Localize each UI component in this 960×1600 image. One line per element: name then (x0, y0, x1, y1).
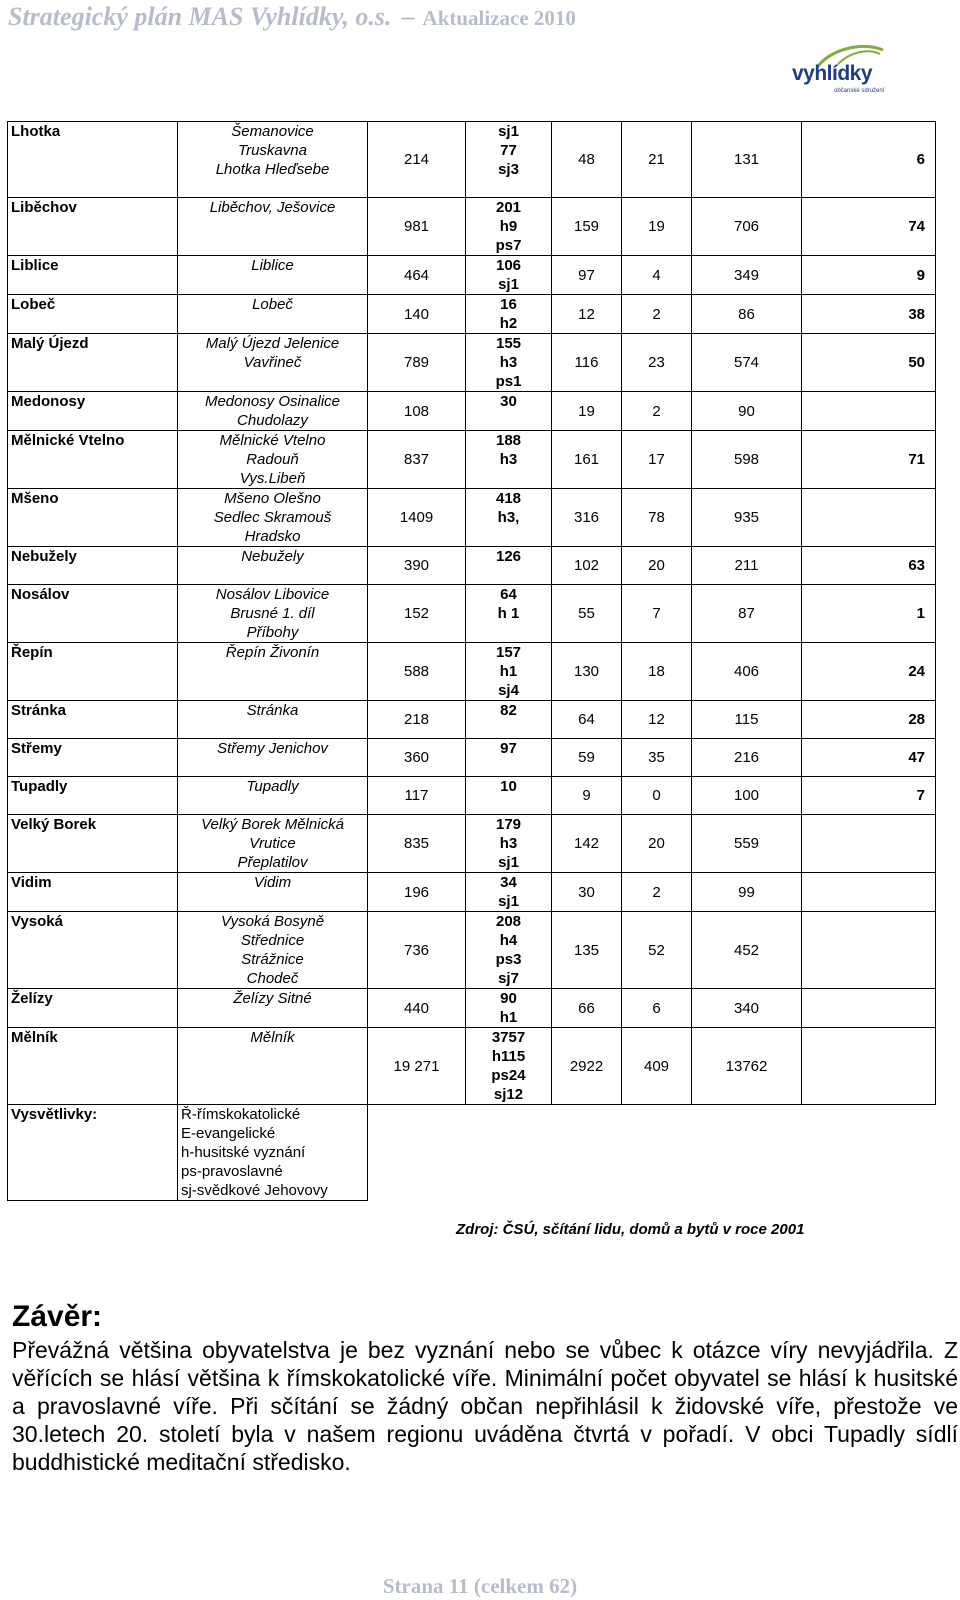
count-cell: 52 (622, 912, 692, 989)
table-row (8, 334, 936, 392)
count-cell: 12 (622, 701, 692, 739)
count-cell: 64 (552, 701, 622, 739)
count-cell: 598 (692, 431, 802, 489)
count-cell: 20 (622, 547, 692, 585)
table-row (8, 777, 936, 815)
document-header (8, 2, 576, 32)
count-cell: 115 (692, 701, 802, 739)
count-cell: 452 (692, 912, 802, 989)
parts-cell: Želízy Sitné (178, 989, 368, 1028)
table-row (8, 873, 936, 912)
population-cell: 19 271 (368, 1028, 466, 1105)
count-cell: 142 (552, 815, 622, 873)
municipality-cell: Řepín (8, 643, 178, 701)
municipality-cell: Stránka (8, 701, 178, 739)
municipality-cell: Želízy (8, 989, 178, 1028)
legend-row (8, 1105, 936, 1201)
count-cell: 6 (802, 122, 936, 198)
count-cell: 135 (552, 912, 622, 989)
count-cell: 23 (622, 334, 692, 392)
municipality-cell: Mělník (8, 1028, 178, 1105)
population-cell: 464 (368, 256, 466, 295)
count-cell: 55 (552, 585, 622, 643)
legend-text: Ř-římskokatolické E-evangelické h-husitské vyznání ps-pravoslavné sj-svědkové Jehovovy (178, 1105, 368, 1201)
count-cell: 131 (692, 122, 802, 198)
count-cell: 559 (692, 815, 802, 873)
count-cell: 99 (692, 873, 802, 912)
count-cell: 13762 (692, 1028, 802, 1105)
population-cell: 140 (368, 295, 466, 334)
parts-cell: Mšeno Olešno Sedlec Skramouš Hradsko (178, 489, 368, 547)
count-cell: 2 (622, 392, 692, 431)
table-row (8, 912, 936, 989)
count-cell (802, 1028, 936, 1105)
count-cell: 2 (622, 873, 692, 912)
count-cell: 50 (802, 334, 936, 392)
municipality-cell: Lhotka (8, 122, 178, 198)
conclusion-text: Převážná většina obyvatelstva je bez vyznání nebo se vůbec k otázce víry nevyjádřila. Z věřících se hlásí většina k římskokatolické víře. Minimální počet obyvatel se hlásí k husitské a pravoslavné víře. Při sčítání se žádný občan nepřihlásil k židovské víře, přestože ve 30.letech 20. století byla v našem regionu uváděna čtvrtá v pořadí. V obci Tupadly sídlí buddhistické meditační středisko. (12, 1337, 958, 1475)
count-cell: 102 (552, 547, 622, 585)
table-row (8, 198, 936, 256)
population-cell: 837 (368, 431, 466, 489)
municipality-cell: Lobeč (8, 295, 178, 334)
count-cell: 9 (552, 777, 622, 815)
religion-table (7, 121, 936, 1201)
count-cell: 71 (802, 431, 936, 489)
legend-label: Vysvětlivky: (8, 1105, 178, 1201)
header-dash: – (401, 2, 415, 31)
population-cell: 214 (368, 122, 466, 198)
population-cell: 789 (368, 334, 466, 392)
religion-code-cell: 16 h2 (466, 295, 552, 334)
religion-code-cell: 155 h3 ps1 (466, 334, 552, 392)
count-cell: 47 (802, 739, 936, 777)
count-cell (802, 989, 936, 1028)
religion-code-cell: 418 h3, (466, 489, 552, 547)
parts-cell: Liběchov, Ješovice (178, 198, 368, 256)
parts-cell: Řepín Živonín (178, 643, 368, 701)
count-cell: 409 (622, 1028, 692, 1105)
table-row (8, 585, 936, 643)
count-cell: 1 (802, 585, 936, 643)
municipality-cell: Malý Újezd (8, 334, 178, 392)
population-cell: 981 (368, 198, 466, 256)
count-cell (802, 489, 936, 547)
table-body (8, 122, 936, 1201)
population-cell: 218 (368, 701, 466, 739)
municipality-cell: Liblice (8, 256, 178, 295)
count-cell: 48 (552, 122, 622, 198)
logo-subtitle: občanské sdružení (834, 88, 885, 94)
page-footer: Strana 11 (celkem 62) (382, 1574, 578, 1598)
count-cell: 12 (552, 295, 622, 334)
count-cell: 97 (552, 256, 622, 295)
table-row (8, 701, 936, 739)
municipality-cell: Nebužely (8, 547, 178, 585)
count-cell: 0 (622, 777, 692, 815)
count-cell: 349 (692, 256, 802, 295)
religion-code-cell: 30 (466, 392, 552, 431)
count-cell: 316 (552, 489, 622, 547)
religion-code-cell: 126 (466, 547, 552, 585)
count-cell: 116 (552, 334, 622, 392)
municipality-cell: Nosálov (8, 585, 178, 643)
parts-cell: Tupadly (178, 777, 368, 815)
table-row (8, 431, 936, 489)
parts-cell: Vidim (178, 873, 368, 912)
population-cell: 835 (368, 815, 466, 873)
count-cell: 18 (622, 643, 692, 701)
table-row (8, 989, 936, 1028)
parts-cell: Malý Újezd Jelenice Vavřineč (178, 334, 368, 392)
source-note: Zdroj: ČSÚ, sčítání lidu, domů a bytů v roce 2001 (456, 1221, 805, 1238)
municipality-cell: Mšeno (8, 489, 178, 547)
municipality-cell: Medonosy (8, 392, 178, 431)
population-cell: 1409 (368, 489, 466, 547)
count-cell: 935 (692, 489, 802, 547)
count-cell: 340 (692, 989, 802, 1028)
count-cell: 161 (552, 431, 622, 489)
population-cell: 360 (368, 739, 466, 777)
conclusion-heading: Závěr: (12, 1300, 103, 1333)
count-cell: 6 (622, 989, 692, 1028)
count-cell: 130 (552, 643, 622, 701)
religion-code-cell: 10 (466, 777, 552, 815)
parts-cell: Lobeč (178, 295, 368, 334)
count-cell: 706 (692, 198, 802, 256)
parts-cell: Stránka (178, 701, 368, 739)
count-cell: 100 (692, 777, 802, 815)
municipality-cell: Liběchov (8, 198, 178, 256)
header-subtitle: Aktualizace 2010 (422, 6, 576, 30)
religion-code-cell: 188 h3 (466, 431, 552, 489)
count-cell: 9 (802, 256, 936, 295)
population-cell: 390 (368, 547, 466, 585)
count-cell: 74 (802, 198, 936, 256)
table-row (8, 392, 936, 431)
count-cell: 59 (552, 739, 622, 777)
religion-code-cell: 157 h1 sj4 (466, 643, 552, 701)
count-cell: 35 (622, 739, 692, 777)
count-cell: 30 (552, 873, 622, 912)
count-cell: 4 (622, 256, 692, 295)
count-cell: 7 (802, 777, 936, 815)
count-cell (802, 912, 936, 989)
religion-code-cell: 179 h3 sj1 (466, 815, 552, 873)
count-cell: 21 (622, 122, 692, 198)
count-cell (802, 873, 936, 912)
population-cell: 108 (368, 392, 466, 431)
count-cell: 28 (802, 701, 936, 739)
religion-code-cell: 3757 h115 ps24 sj12 (466, 1028, 552, 1105)
table-row (8, 256, 936, 295)
table-row (8, 643, 936, 701)
table-row (8, 1028, 936, 1105)
count-cell: 211 (692, 547, 802, 585)
population-cell: 117 (368, 777, 466, 815)
population-cell: 196 (368, 873, 466, 912)
population-cell: 152 (368, 585, 466, 643)
parts-cell: Medonosy Osinalice Chudolazy (178, 392, 368, 431)
count-cell: 19 (622, 198, 692, 256)
religion-code-cell: 64 h 1 (466, 585, 552, 643)
count-cell: 38 (802, 295, 936, 334)
municipality-cell: Mělnické Vtelno (8, 431, 178, 489)
parts-cell: Nosálov Libovice Brusné 1. díl Příbohy (178, 585, 368, 643)
municipality-cell: Vysoká (8, 912, 178, 989)
count-cell: 86 (692, 295, 802, 334)
municipality-cell: Tupadly (8, 777, 178, 815)
count-cell: 406 (692, 643, 802, 701)
count-cell: 2922 (552, 1028, 622, 1105)
table-row (8, 295, 936, 334)
count-cell: 159 (552, 198, 622, 256)
count-cell: 7 (622, 585, 692, 643)
table-row (8, 547, 936, 585)
religion-code-cell: 201 h9 ps7 (466, 198, 552, 256)
religion-code-cell: 106 sj1 (466, 256, 552, 295)
municipality-cell: Vidim (8, 873, 178, 912)
count-cell: 20 (622, 815, 692, 873)
logo-word: vyhlídky (792, 62, 873, 85)
header-title: Strategický plán MAS Vyhlídky, o.s. (8, 2, 392, 31)
religion-code-cell: 34 sj1 (466, 873, 552, 912)
count-cell: 63 (802, 547, 936, 585)
table-row (8, 815, 936, 873)
count-cell: 19 (552, 392, 622, 431)
religion-code-cell: 97 (466, 739, 552, 777)
count-cell (802, 392, 936, 431)
table-row (8, 739, 936, 777)
count-cell: 87 (692, 585, 802, 643)
religion-code-cell: 90 h1 (466, 989, 552, 1028)
religion-code-cell: sj1 77 sj3 (466, 122, 552, 198)
parts-cell: Střemy Jenichov (178, 739, 368, 777)
vyhlidky-logo (788, 40, 908, 102)
parts-cell: Vysoká Bosyně Střednice Strážnice Chodeč (178, 912, 368, 989)
table-row (8, 489, 936, 547)
count-cell: 17 (622, 431, 692, 489)
religion-code-cell: 82 (466, 701, 552, 739)
count-cell: 66 (552, 989, 622, 1028)
parts-cell: Mělnické Vtelno Radouň Vys.Libeň (178, 431, 368, 489)
count-cell: 90 (692, 392, 802, 431)
count-cell: 2 (622, 295, 692, 334)
parts-cell: Nebužely (178, 547, 368, 585)
population-cell: 588 (368, 643, 466, 701)
religion-code-cell: 208 h4 ps3 sj7 (466, 912, 552, 989)
table-row (8, 122, 936, 198)
count-cell: 216 (692, 739, 802, 777)
parts-cell: Velký Borek Mělnická Vrutice Přeplatilov (178, 815, 368, 873)
municipality-cell: Střemy (8, 739, 178, 777)
population-cell: 440 (368, 989, 466, 1028)
parts-cell: Šemanovice Truskavna Lhotka Hleďsebe (178, 122, 368, 198)
count-cell: 78 (622, 489, 692, 547)
count-cell: 24 (802, 643, 936, 701)
population-cell: 736 (368, 912, 466, 989)
count-cell: 574 (692, 334, 802, 392)
parts-cell: Liblice (178, 256, 368, 295)
count-cell (802, 815, 936, 873)
municipality-cell: Velký Borek (8, 815, 178, 873)
parts-cell: Mělník (178, 1028, 368, 1105)
